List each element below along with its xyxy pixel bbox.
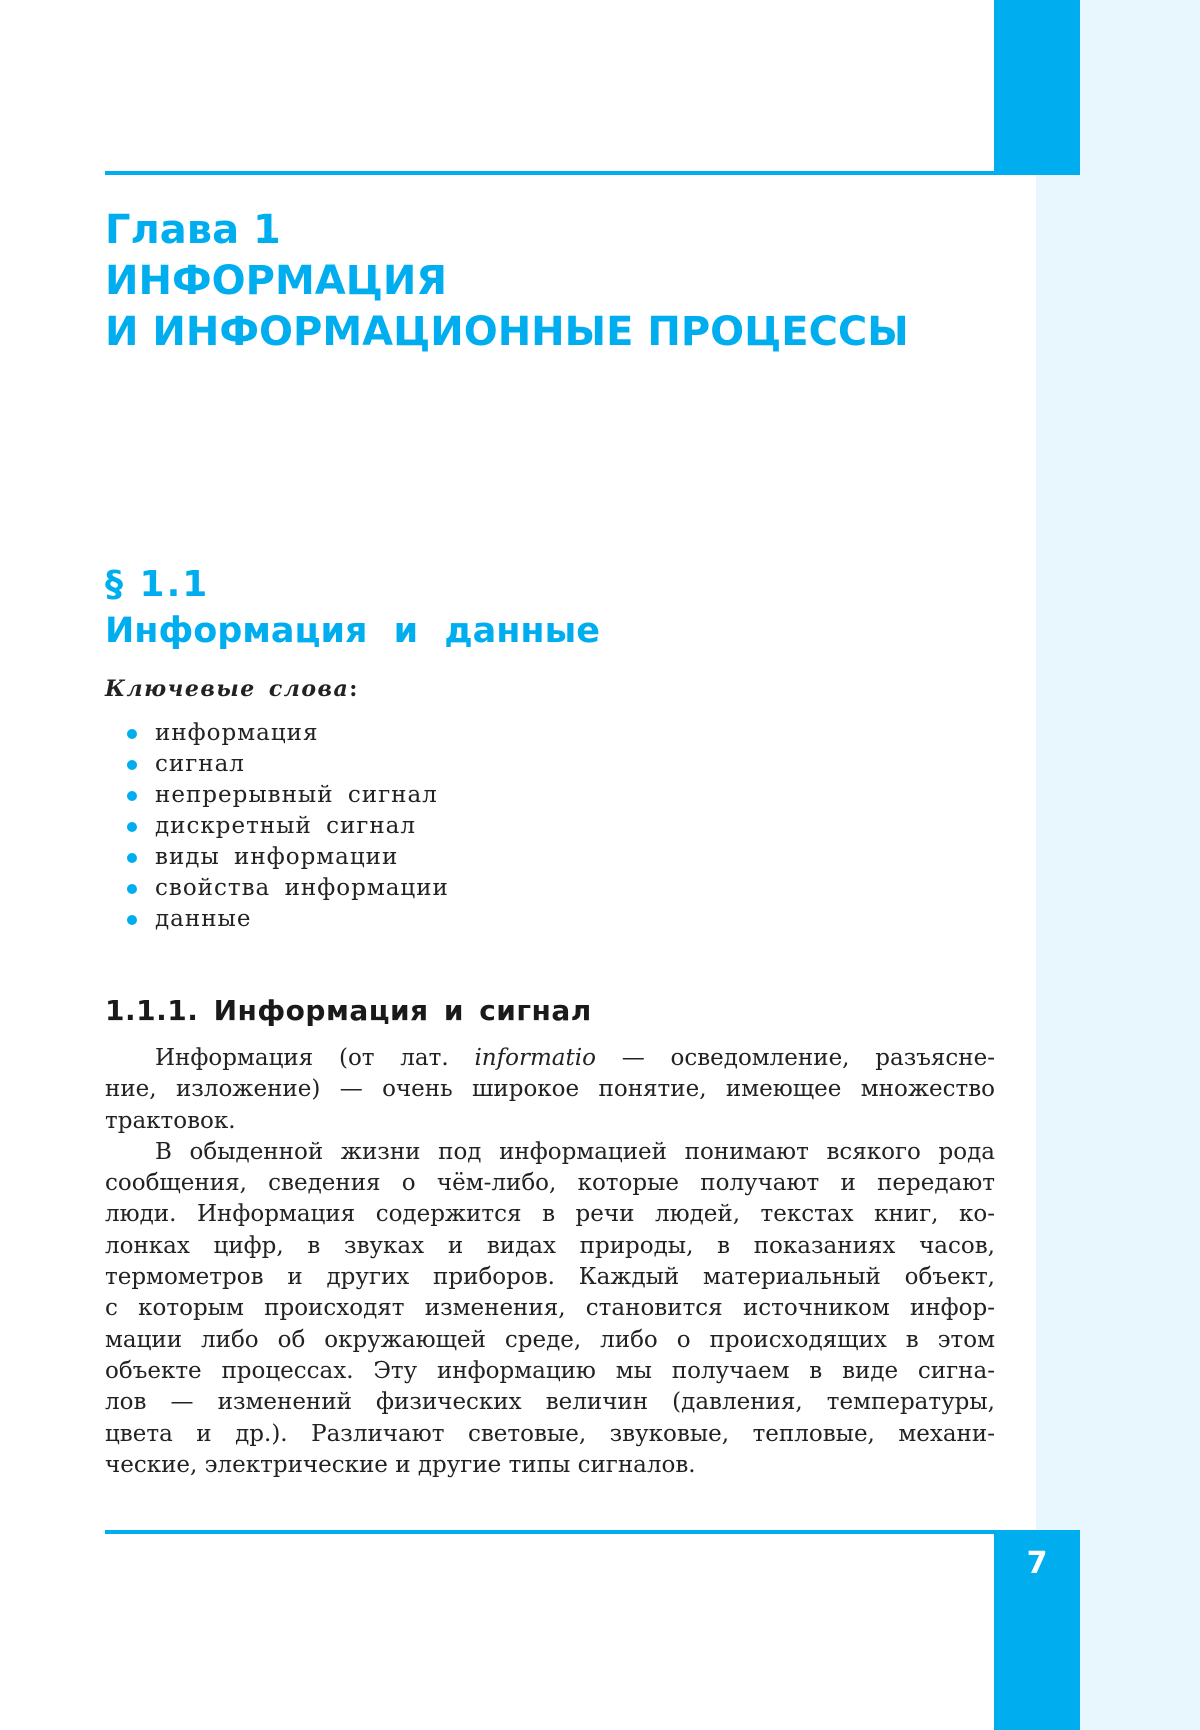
bullet-icon xyxy=(127,853,137,863)
paragraph-line: сообщения, сведения о чём-либо, которые получают и передают xyxy=(105,1170,995,1197)
paragraph-line: мации либо об окружающей среде, либо о происходящих в этом xyxy=(105,1326,995,1353)
keyword-item: сигнал xyxy=(125,749,449,780)
paragraph-line: Информация (от лат. informatio — осведомление, разъясне- xyxy=(155,1045,995,1071)
keyword-item: данные xyxy=(125,904,449,935)
paragraph-line: лов — изменений физических величин (давления, температуры, xyxy=(105,1389,995,1416)
bullet-icon xyxy=(127,884,137,894)
keyword-item: информация xyxy=(125,718,449,749)
chapter-title-line1: ИНФОРМАЦИЯ xyxy=(105,258,448,304)
top-rule xyxy=(105,171,1080,175)
bottom-rule xyxy=(105,1530,1080,1534)
keywords-list xyxy=(125,718,449,935)
paragraph-line: ние, изложение) — очень широкое понятие, имеющее множество xyxy=(105,1076,995,1103)
paragraph-line: В обыденной жизни под информацией понимают всякого рода xyxy=(155,1138,995,1165)
chapter-heading xyxy=(105,205,985,358)
paragraph-line: с которым происходят изменения, становится источником инфор- xyxy=(105,1295,995,1322)
subsection-heading: 1.1.1. Информация и сигнал xyxy=(105,994,592,1027)
keywords-label-text: Ключевые слова xyxy=(105,676,350,702)
chapter-title-line2: И ИНФОРМАЦИОННЫЕ ПРОЦЕССЫ xyxy=(105,309,909,355)
chapter-number: Глава 1 xyxy=(105,207,281,253)
keyword-item: виды информации xyxy=(125,842,449,873)
paragraph-line: лонках цифр, в звуках и видах природы, в показаниях часов, xyxy=(105,1232,995,1259)
body-text xyxy=(105,1043,995,1481)
latin-term: informatio xyxy=(474,1045,596,1071)
keywords-label-colon: : xyxy=(349,676,359,702)
keyword-item: свойства информации xyxy=(125,873,449,904)
keywords-label xyxy=(105,676,359,702)
paragraph-line: трактовок. xyxy=(105,1107,236,1134)
section-number: § 1.1 xyxy=(105,564,210,605)
paragraph-line: термометров и других приборов. Каждый материальный объект, xyxy=(105,1264,995,1291)
keyword-item: непрерывный сигнал xyxy=(125,780,449,811)
bullet-icon xyxy=(127,915,137,925)
keyword-item: дискретный сигнал xyxy=(125,811,449,842)
bullet-icon xyxy=(127,791,137,801)
bullet-icon xyxy=(127,729,137,739)
paragraph-line: объекте процессах. Эту информацию мы получаем в виде сигна- xyxy=(105,1357,995,1384)
paragraph-line: цвета и др.). Различают световые, звуковые, тепловые, механи- xyxy=(105,1420,995,1447)
paragraph-line: ческие, электрические и другие типы сигналов. xyxy=(105,1451,696,1478)
page-number: 7 xyxy=(1026,1546,1048,1581)
section-title: Информация и данные xyxy=(105,611,600,651)
bullet-icon xyxy=(127,760,137,770)
bullet-icon xyxy=(127,822,137,832)
page-margin-strip xyxy=(1036,0,1200,1730)
paragraph-line: люди. Информация содержится в речи людей, текстах книг, ко- xyxy=(105,1201,995,1228)
top-chapter-tab xyxy=(994,0,1080,175)
